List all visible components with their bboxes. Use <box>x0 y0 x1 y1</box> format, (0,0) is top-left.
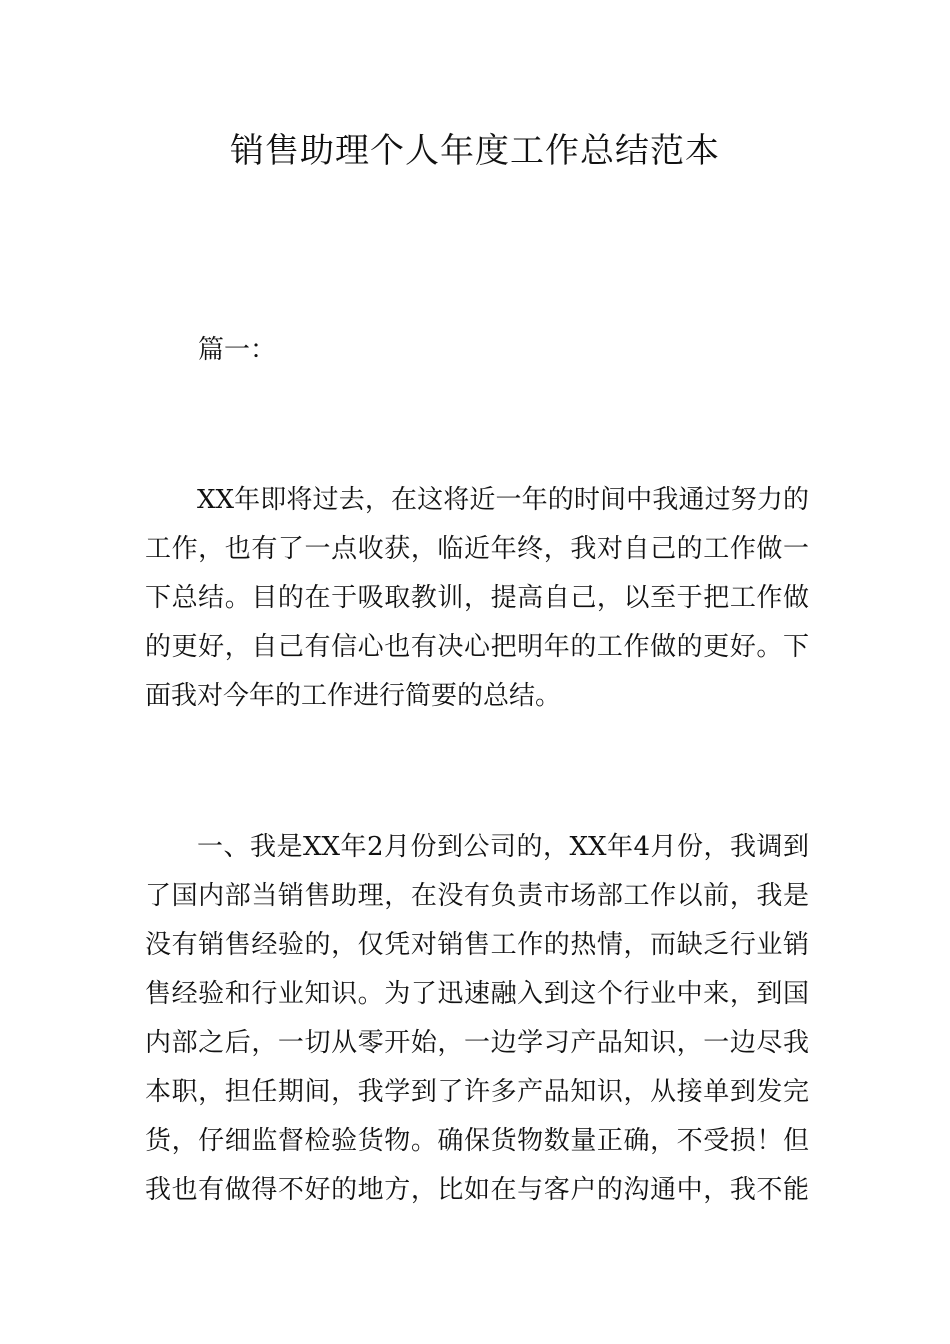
paragraph-line: 货，仔细监督检验货物。确保货物数量正确，不受损！但 <box>145 1126 809 1156</box>
paragraph-1 <box>145 476 809 721</box>
paragraph-line: 下总结。目的在于吸取教训，提高自己，以至于把工作做 <box>145 583 809 613</box>
paragraph-line: 内部之后，一切从零开始，一边学习产品知识，一边尽我 <box>145 1028 809 1058</box>
paragraph-line: 的更好，自己有信心也有决心把明年的工作做的更好。下 <box>145 632 809 662</box>
paragraph-line: 一、我是XX年2月份到公司的，XX年4月份，我调到 <box>197 832 809 862</box>
paragraph-line: 没有销售经验的，仅凭对销售工作的热情，而缺乏行业销 <box>145 930 809 960</box>
paragraph-line: 售经验和行业知识。为了迅速融入到这个行业中来，到国 <box>145 979 809 1009</box>
paragraph-line: 面我对今年的工作进行简要的总结。 <box>145 681 562 711</box>
section-label: 篇一： <box>198 335 277 365</box>
paragraph-line: 本职，担任期间，我学到了许多产品知识，从接单到发完 <box>145 1077 809 1107</box>
paragraph-2 <box>145 823 809 1215</box>
document-title: 销售助理个人年度工作总结范本 <box>230 131 720 171</box>
paragraph-line: 工作，也有了一点收获，临近年终，我对自己的工作做一 <box>145 534 809 564</box>
paragraph-line: XX年即将过去，在这将近一年的时间中我通过努力的 <box>197 485 809 515</box>
paragraph-line: 了国内部当销售助理，在没有负责市场部工作以前，我是 <box>145 881 809 911</box>
paragraph-line: 我也有做得不好的地方，比如在与客户的沟通中，我不能 <box>145 1175 809 1205</box>
